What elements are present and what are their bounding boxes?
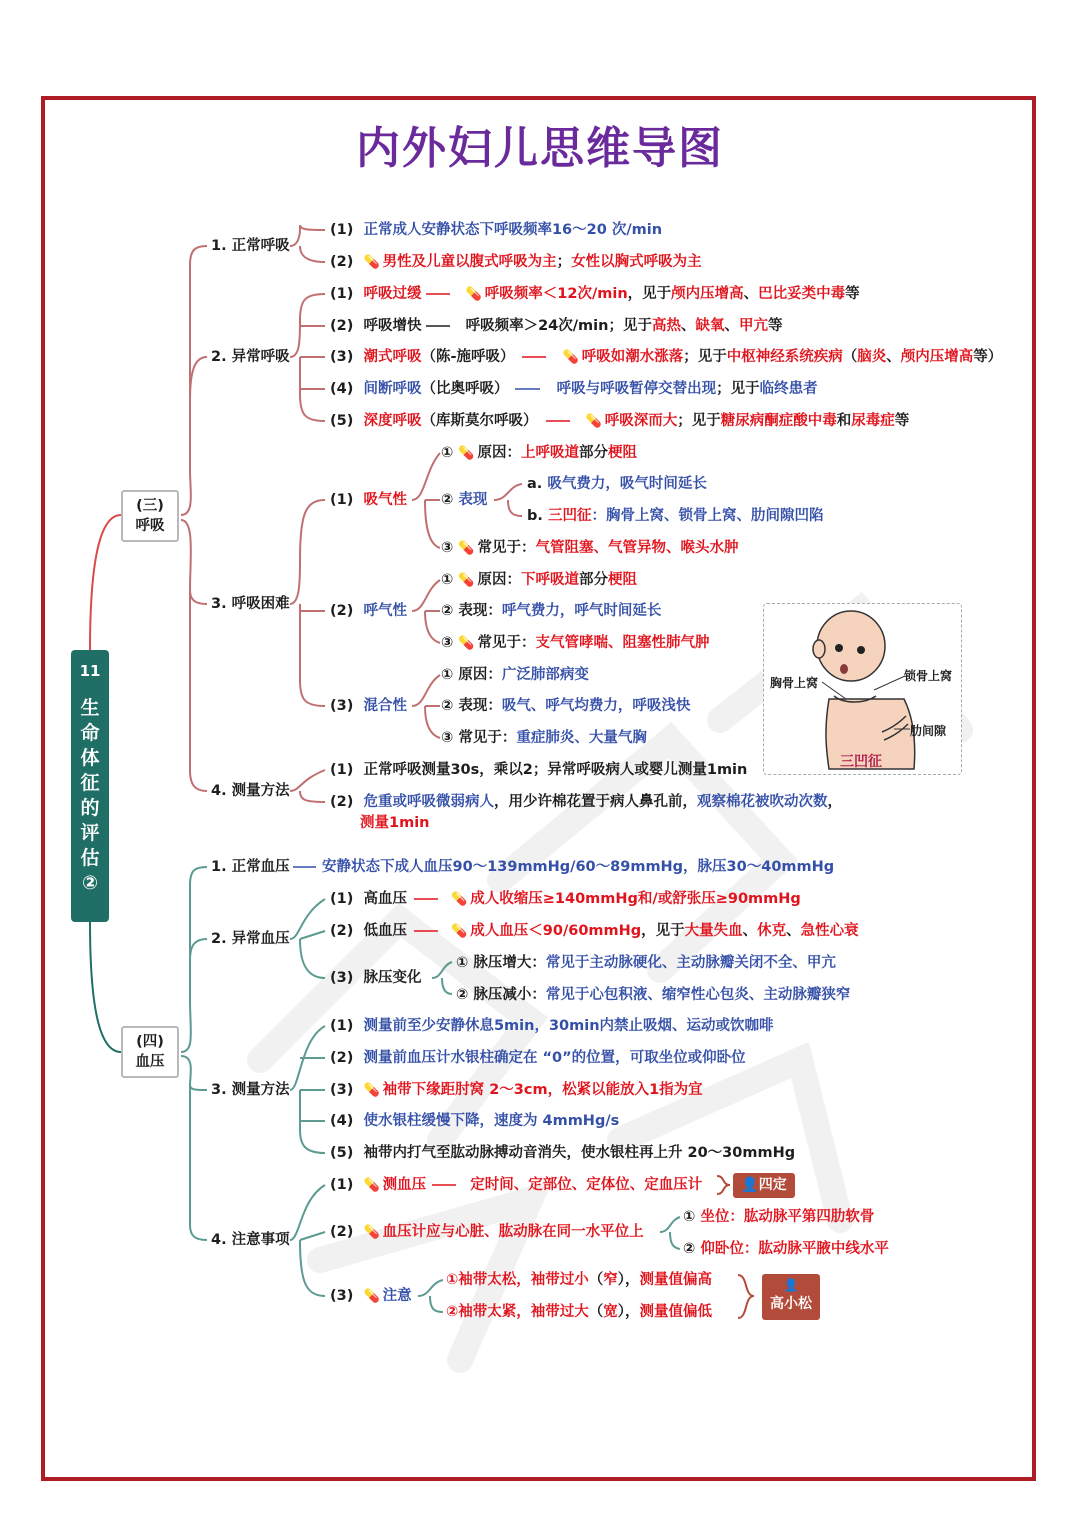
label-supraclavicular: 锁骨上窝: [904, 669, 953, 683]
three-depression-sign-figure: [763, 603, 962, 775]
node-abnormal-resp: 2. 异常呼吸: [211, 349, 290, 365]
bp-notes-item-3: (3) 💊 注意: [330, 1288, 412, 1304]
inspiratory-sign-a: a. 吸气费力，吸气时间延长: [527, 476, 707, 492]
bp-notes-item-1: (1) 💊 测血压 定时间、定部位、定体位、定血压计: [330, 1177, 703, 1193]
pill-icon: 💊: [585, 414, 602, 429]
pill-icon: 💊: [363, 255, 380, 270]
label-intercostal: 肋间隙: [910, 724, 947, 738]
bp-measure-item-3: (3) 💊 袖带下缘距肘窝 2～3cm，松紧以能放入1指为宜: [330, 1082, 703, 1098]
person-icon: 👤: [741, 1177, 759, 1193]
root-node: [71, 650, 109, 922]
pill-icon: 💊: [465, 287, 482, 302]
inspiratory-sign: ② 表现: [441, 492, 488, 508]
dyspnea-mixed: (3) 混合性: [330, 698, 407, 714]
resp-measure-item-2: (2) 危重或呼吸微弱病人，用少许棉花置于病人鼻孔前，观察棉花被吹动次数，: [330, 794, 842, 810]
bp-measure-item-2: (2) 测量前血压计水银柱确定在 “0”的位置，可取坐位或仰卧位: [330, 1050, 746, 1066]
node-resp-measure: 4. 测量方法: [211, 783, 290, 799]
node-abnormal-bp: 2. 异常血压: [211, 931, 290, 947]
dyspnea-expiratory: (2) 呼气性: [330, 603, 407, 619]
bp-measure-item-1: (1) 测量前至少安静休息5min，30min内禁止吸烟、运动或饮咖啡: [330, 1018, 774, 1034]
bp-measure-item-4: (4) 使水银柱缓慢下降，速度为 4mmHg/s: [330, 1113, 620, 1129]
pill-icon: 💊: [458, 446, 475, 461]
inspiratory-common: ③ 💊 常见于：气管阻塞、气管异物、喉头水肿: [441, 540, 739, 556]
pill-icon: 💊: [458, 541, 475, 556]
section-bp: [121, 1026, 179, 1078]
cuff-loose: ①袖带太松，袖带过小（窄），测量值偏高: [446, 1272, 713, 1288]
abnormal-bp-item-3: (3) 脉压变化: [330, 970, 422, 986]
abnormal-resp-item-2: (2) 呼吸增快 呼吸频率＞24次/min；见于高热、缺氧、甲亢等: [330, 318, 783, 334]
badge-high-small-loose: 👤 高小松: [762, 1274, 820, 1320]
normal-resp-item-2: (2) 💊 男性及儿童以腹式呼吸为主；女性以胸式呼吸为主: [330, 254, 702, 270]
pulse-pressure-increase: ① 脉压增大：常见于主动脉硬化、主动脉瓣关闭不全、甲亢: [456, 955, 836, 971]
pill-icon: 💊: [562, 350, 579, 365]
pill-icon: 💊: [458, 636, 475, 651]
pill-icon: 💊: [363, 1178, 380, 1193]
badge-four-fixed: 👤四定: [733, 1173, 795, 1198]
inspiratory-cause: ① 💊 原因：上呼吸道部分梗阻: [441, 445, 638, 461]
expiratory-cause: ① 💊 原因：下呼吸道部分梗阻: [441, 572, 638, 588]
node-normal-resp: 1. 正常呼吸: [211, 238, 290, 254]
root-number: 11: [79, 662, 101, 680]
abnormal-resp-item-1: (1) 呼吸过缓 💊 呼吸频率＜12次/min，见于颅内压增高、巴比妥类中毒等: [330, 286, 860, 302]
pill-icon: 💊: [458, 573, 475, 588]
section-respiration-label: (三)呼吸: [135, 498, 165, 534]
normal-bp-text: 安静状态下成人血压90～139mmHg/60～89mmHg，脉压30～40mmHg: [322, 859, 835, 875]
resp-measure-item-2-cont: 测量1min: [360, 815, 430, 831]
mixed-sign: ② 表现：吸气、呼气均费力，呼吸浅快: [441, 698, 691, 714]
section-bp-label: (四)血压: [135, 1034, 165, 1070]
inspiratory-sign-b: b. 三凹征：胸骨上窝、锁骨上窝、肋间隙凹陷: [527, 508, 824, 524]
label-suprasternal: 胸骨上窝: [770, 676, 819, 690]
node-dyspnea: 3. 呼吸困难: [211, 596, 290, 612]
section-respiration: [121, 490, 179, 542]
abnormal-bp-item-1: (1) 高血压 💊 成人收缩压≥140mmHg和/或舒张压≥90mmHg: [330, 891, 801, 907]
abnormal-resp-item-4: (4) 间断呼吸（比奥呼吸） 呼吸与呼吸暂停交替出现；见于临终患者: [330, 381, 818, 397]
pill-icon: 💊: [451, 924, 468, 939]
position-supine: ② 仰卧位：肱动脉平腋中线水平: [683, 1241, 889, 1257]
node-bp-measure: 3. 测量方法: [211, 1082, 290, 1098]
pill-icon: 💊: [363, 1083, 380, 1098]
pill-icon: 💊: [451, 892, 468, 907]
figure-caption: 三凹征: [840, 754, 882, 770]
pill-icon: 💊: [363, 1225, 380, 1240]
bp-notes-item-2: (2) 💊 血压计应与心脏、肱动脉在同一水平位上: [330, 1224, 644, 1240]
expiratory-sign: ② 表现：呼气费力，呼气时间延长: [441, 603, 662, 619]
node-normal-bp: 1. 正常血压: [211, 859, 290, 875]
node-bp-notes: 4. 注意事项: [211, 1232, 290, 1248]
root-label: 生 命 体 征 的 评 估 ②: [80, 697, 100, 894]
abnormal-bp-item-2: (2) 低血压 💊 成人血压＜90/60mmHg，见于大量失血、休克、急性心衰: [330, 923, 859, 939]
mixed-common: ③ 常见于：重症肺炎、大量气胸: [441, 730, 647, 746]
pulse-pressure-decrease: ② 脉压减小：常见于心包积液、缩窄性心包炎、主动脉瓣狭窄: [456, 987, 851, 1003]
expiratory-common: ③ 💊 常见于：支气管哮喘、阻塞性肺气肿: [441, 635, 710, 651]
resp-measure-item-1: (1) 正常呼吸测量30s，乘以2；异常呼吸病人或婴儿测量1min: [330, 762, 748, 778]
dyspnea-inspiratory: (1) 吸气性: [330, 492, 407, 508]
person-icon: 👤: [783, 1278, 799, 1292]
mixed-cause: ① 原因：广泛肺部病变: [441, 667, 589, 683]
page-title: 内外妇儿思维导图: [356, 123, 724, 174]
normal-resp-item-1: (1) 正常成人安静状态下呼吸频率16～20 次/min: [330, 222, 663, 238]
position-sitting: ① 坐位：肱动脉平第四肋软骨: [683, 1209, 875, 1225]
bp-measure-item-5: (5) 袖带内打气至肱动脉搏动音消失，使水银柱再上升 20～30mmHg: [330, 1145, 796, 1161]
pill-icon: 💊: [363, 1289, 380, 1304]
abnormal-resp-item-5: (5) 深度呼吸（库斯莫尔呼吸） 💊 呼吸深而大；见于糖尿病酮症酸中毒和尿毒症等: [330, 413, 910, 429]
abnormal-resp-item-3: (3) 潮式呼吸（陈-施呼吸） 💊 呼吸如潮水涨落；见于中枢神经系统疾病（脑炎、颅内压增高等）: [330, 349, 1003, 365]
cuff-tight: ②袖带太紧，袖带过大（宽），测量值偏低: [446, 1304, 713, 1320]
